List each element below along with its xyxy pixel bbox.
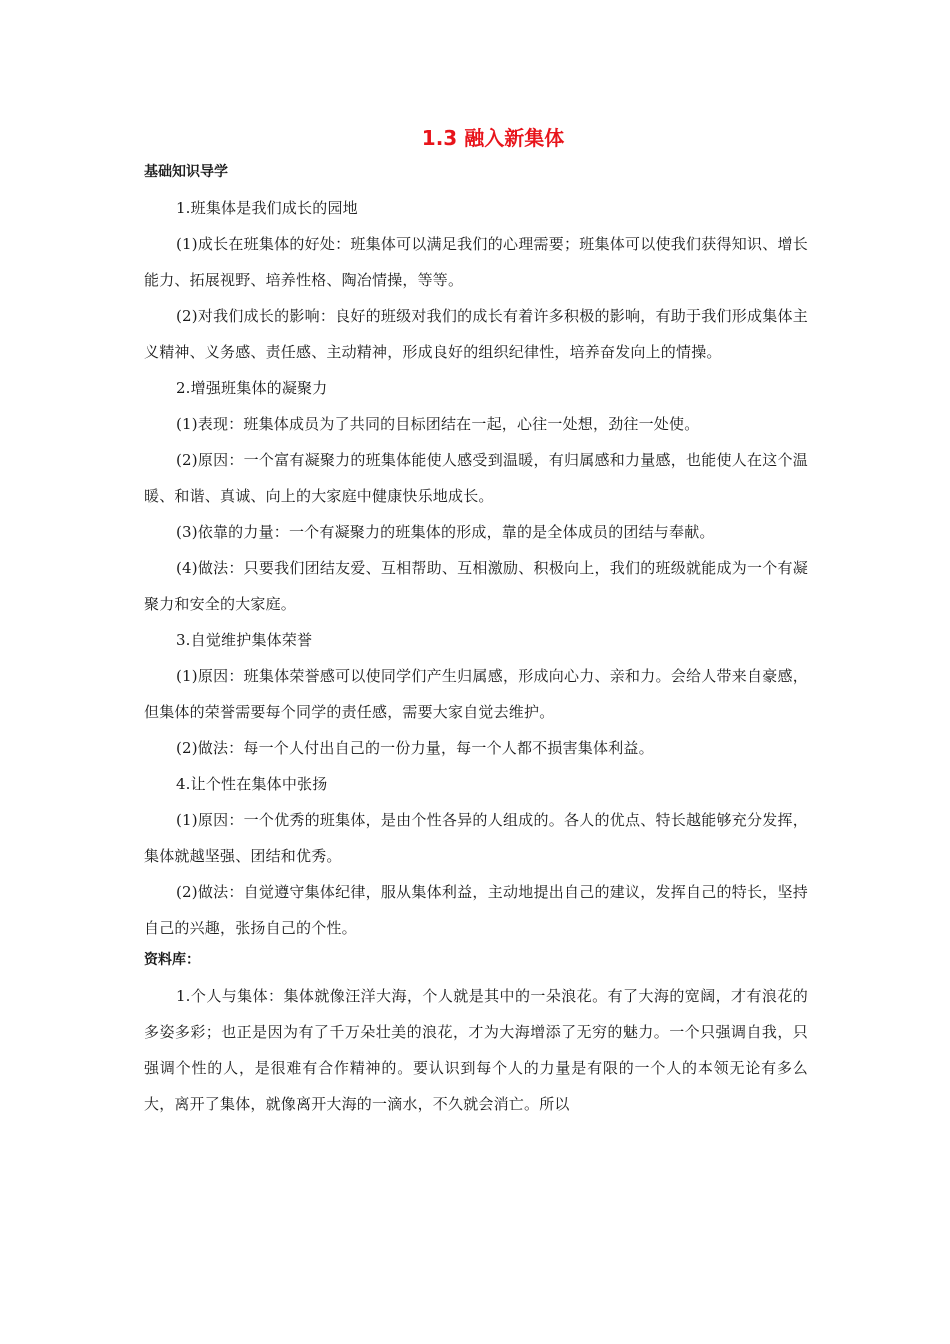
paragraph: (3)依靠的力量：一个有凝聚力的班集体的形成，靠的是全体成员的团结与奉献。 xyxy=(175,523,715,541)
paragraph: 2.增强班集体的凝聚力 xyxy=(175,379,328,397)
paragraph: (2)做法：每一个人付出自己的一份力量，每一个人都不损害集体利益。 xyxy=(175,739,654,757)
paragraph: (4)做法：只要我们团结友爱、互相帮助、互相激励、积极向上，我们的班级就能成为一个有凝聚力和安全的大家庭。 xyxy=(144,559,808,613)
paragraph: (1)成长在班集体的好处：班集体可以满足我们的心理需要；班集体可以使我们获得知识、增长能力、拓展视野、培养性格、陶冶情操，等等。 xyxy=(144,235,808,289)
section-basic-knowledge xyxy=(144,158,808,946)
paragraph: (1)表现：班集体成员为了共同的目标团结在一起，心往一处想，劲往一处使。 xyxy=(175,415,700,433)
document-title: 1.3 融入新集体 xyxy=(421,126,565,150)
paragraph: 1.个人与集体：集体就像汪洋大海，个人就是其中的一朵浪花。有了大海的宽阔，才有浪花的多姿多彩；也正是因为有了千万朵壮美的浪花，才为大海增添了无穷的魅力。一个只强调自我，只强调个性的人，是很难有合作精神的。要认识到每个人的力量是有限的一个人的本领无论有多么大，离开了集体，就像离开大海的一滴水，不久就会消亡。所以 xyxy=(144,987,808,1113)
paragraph: 1.班集体是我们成长的园地 xyxy=(175,199,358,217)
section-heading: 基础知识导学 xyxy=(144,164,228,180)
paragraph: (2)做法：自觉遵守集体纪律，服从集体利益，主动地提出自己的建议，发挥自己的特长，坚持自己的兴趣，张扬自己的个性。 xyxy=(144,883,808,937)
document-page xyxy=(144,118,808,1122)
paragraph: (2)对我们成长的影响：良好的班级对我们的成长有着许多积极的影响，有助于我们形成集体主义精神、义务感、责任感、主动精神，形成良好的组织纪律性，培养奋发向上的情操。 xyxy=(144,307,808,361)
section-resource-library xyxy=(144,946,808,1122)
paragraph: 3.自觉维护集体荣誉 xyxy=(175,631,313,649)
paragraph: (1)原因：班集体荣誉感可以使同学们产生归属感，形成向心力、亲和力。会给人带来自豪感，但集体的荣誉需要每个同学的责任感，需要大家自觉去维护。 xyxy=(144,667,808,721)
paragraph: (1)原因：一个优秀的班集体，是由个性各异的人组成的。各人的优点、特长越能够充分发挥，集体就越坚强、团结和优秀。 xyxy=(144,811,808,865)
section-heading: 资料库： xyxy=(144,952,200,968)
paragraph: (2)原因：一个富有凝聚力的班集体能使人感受到温暖，有归属感和力量感，也能使人在这个温暖、和谐、真诚、向上的大家庭中健康快乐地成长。 xyxy=(144,451,808,505)
paragraph: 4.让个性在集体中张扬 xyxy=(175,775,328,793)
